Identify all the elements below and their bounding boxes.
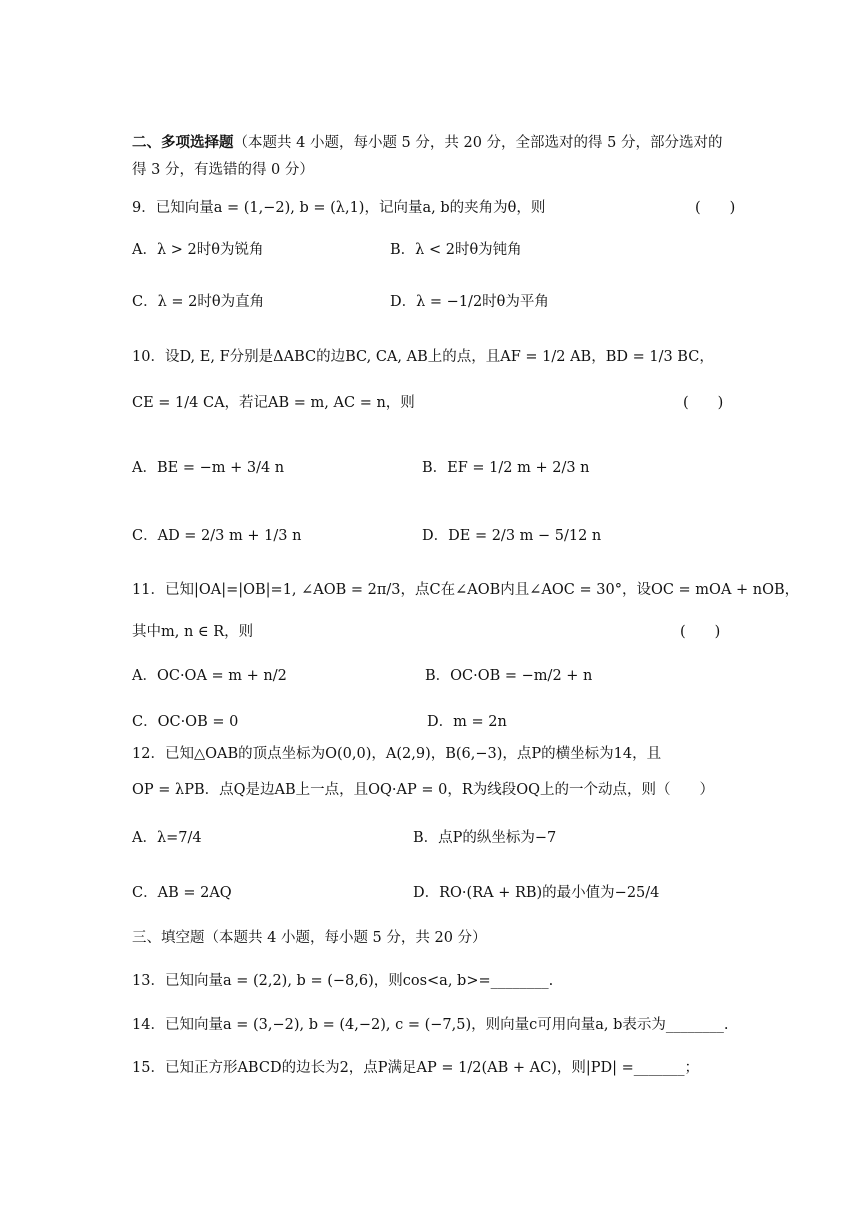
- q12-option-c: C．AB = 2AQ: [132, 885, 232, 901]
- q10-option-c: C．AD = 2/3 m + 1/3 n: [132, 528, 302, 544]
- section2-note-cont: 得 3 分，有选错的得 0 分）: [132, 162, 314, 178]
- q12-option-b: B．点P的纵坐标为−7: [413, 830, 557, 846]
- q10-stem-2: CE = 1/4 CA，若记AB = m, AC = n，则: [132, 395, 415, 411]
- section2-title: 二、多项选择题: [132, 135, 234, 151]
- q11-option-b: B．OC·OB = −m/2 + n: [425, 668, 593, 684]
- q9-option-c: C．λ = 2时θ为直角: [132, 294, 265, 310]
- q10-option-d: D．DE = 2/3 m − 5/12 n: [422, 528, 602, 544]
- q11-answer-paren: ( ): [680, 624, 721, 640]
- q12-stem-2: OP = λPB．点Q是边AB上一点，且OQ·AP = 0，R为线段OQ上的一个动点，则（ ）: [132, 782, 715, 798]
- q9-option-b: B．λ < 2时θ为钝角: [390, 242, 522, 258]
- q12-option-a: A．λ=7/4: [132, 830, 202, 846]
- q9-stem: 9．已知向量a = (1,−2), b = (λ,1)，记向量a, b的夹角为θ，则: [132, 200, 546, 216]
- q10-stem-1: 10．设D, E, F分别是ΔABC的边BC, CA, AB上的点，且AF = 1/2 AB，BD = 1/3 BC，: [132, 349, 714, 365]
- q12-option-d: D．RO·(RA + RB)的最小值为−25/4: [413, 885, 660, 901]
- q11-option-c: C．OC·OB = 0: [132, 714, 239, 730]
- q9-answer-paren: ( ): [695, 200, 736, 216]
- q12-stem-1: 12．已知△OAB的顶点坐标为O(0,0)，A(2,9)，B(6,−3)，点P的横坐标为14，且: [132, 746, 662, 762]
- q9-option-d: D．λ = −1/2时θ为平角: [390, 294, 549, 310]
- section2-header: [132, 133, 723, 153]
- q11-stem-2: 其中m, n ∈ R，则: [132, 624, 254, 640]
- q14-stem: 14．已知向量a = (3,−2), b = (4,−2), c = (−7,5)，则向量c可用向量a, b表示为________.: [132, 1017, 729, 1033]
- q15-stem: 15．已知正方形ABCD的边长为2，点P满足AP = 1/2(AB + AC)，则|PD| =_______；: [132, 1060, 700, 1076]
- q10-option-b: B．EF = 1/2 m + 2/3 n: [422, 460, 590, 476]
- q13-stem: 13．已知向量a = (2,2), b = (−8,6)，则cos<a, b>=________.: [132, 973, 554, 989]
- q10-answer-paren: ( ): [683, 395, 724, 411]
- q9-option-a: A．λ > 2时θ为锐角: [132, 242, 264, 258]
- q11-option-a: A．OC·OA = m + n/2: [132, 668, 287, 684]
- section2-note: （本题共 4 小题，每小题 5 分，共 20 分，全部选对的得 5 分，部分选对的: [233, 135, 723, 151]
- q10-option-a: A．BE = −m + 3/4 n: [132, 460, 285, 476]
- q11-option-d: D．m = 2n: [427, 714, 507, 730]
- section3-header: 三、填空题（本题共 4 小题，每小题 5 分，共 20 分）: [132, 930, 487, 946]
- q11-stem-1: 11．已知|OA|=|OB|=1, ∠AOB = 2π/3，点C在∠AOB内且∠AOC = 30°，设OC = mOA + nOB，: [132, 582, 800, 598]
